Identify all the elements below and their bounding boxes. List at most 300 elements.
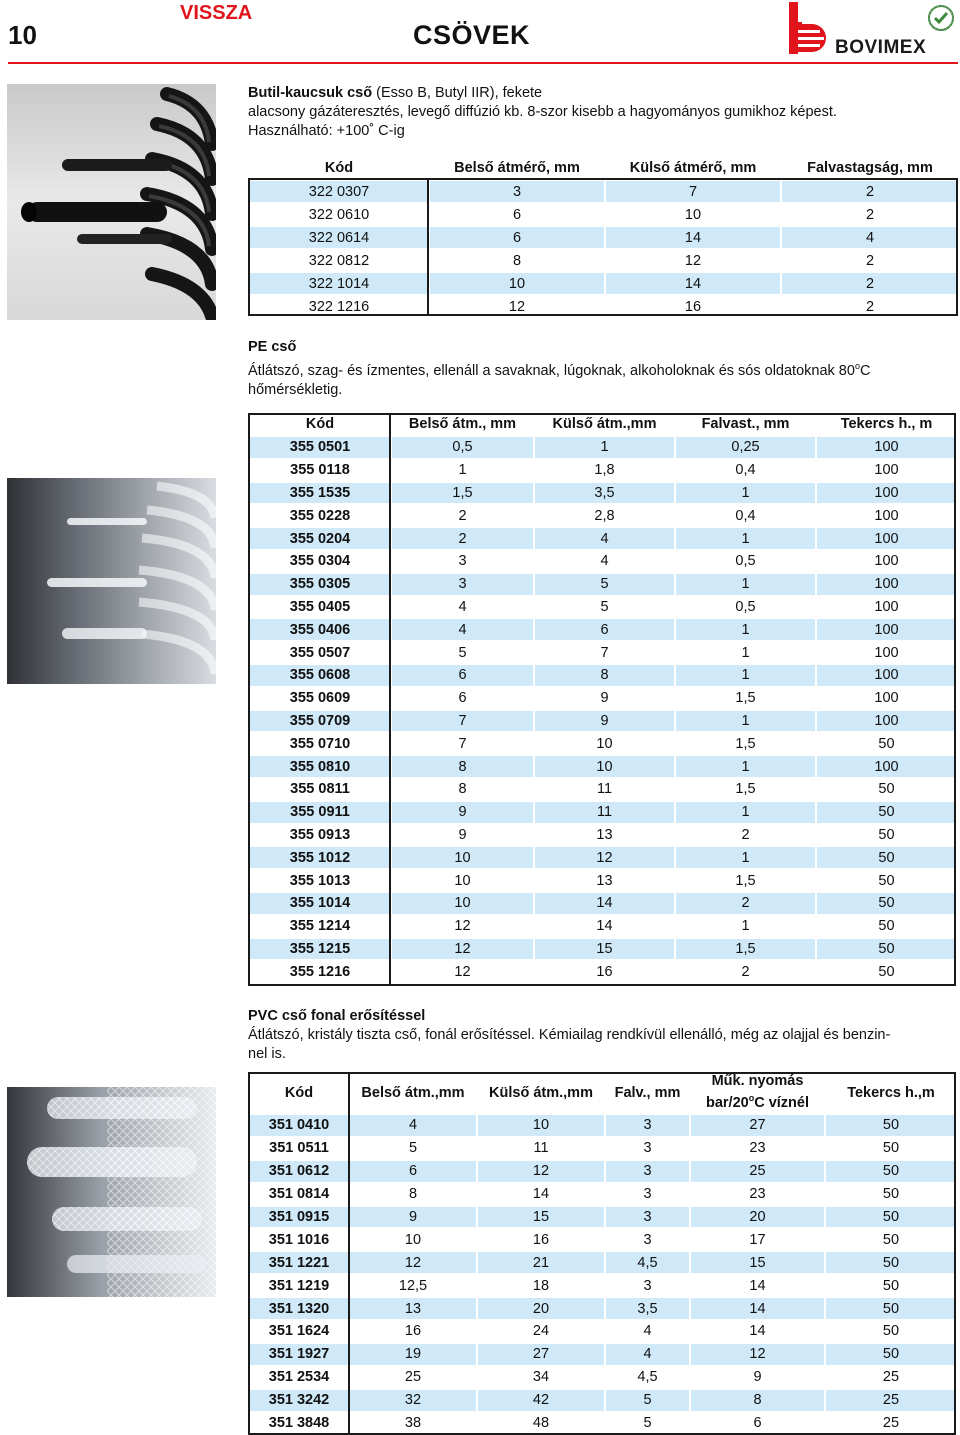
butyl-heading-rest: (Esso B, Butyl IIR), fekete [372, 85, 543, 101]
table-cell: 15 [690, 1251, 825, 1274]
table-row [249, 1183, 957, 1206]
table-row [249, 1343, 957, 1366]
table-cell: 0,25 [675, 436, 816, 459]
table-cell: 1 [675, 573, 816, 596]
product-code-cell: 351 0511 [249, 1137, 349, 1160]
table-cell: 50 [825, 1137, 957, 1160]
table-cell: 5 [605, 1389, 690, 1412]
table-row [249, 1297, 957, 1320]
table-cell: 12 [429, 295, 605, 318]
table-cell: 14 [690, 1274, 825, 1297]
pe-description-end: C [859, 362, 871, 379]
table-cell: 50 [825, 1320, 957, 1343]
table-cell: 3 [605, 1274, 690, 1297]
table-cell: 50 [816, 732, 957, 755]
product-code-cell: 351 0915 [249, 1206, 349, 1229]
table-cell: 100 [816, 710, 957, 733]
table-row [249, 180, 959, 203]
table-cell: 23 [690, 1183, 825, 1206]
table-cell: 100 [816, 527, 957, 550]
table-cell: 19 [349, 1343, 477, 1366]
table-cell: 1 [675, 527, 816, 550]
pvc-description [248, 1007, 960, 1064]
table-cell: 14 [605, 272, 781, 295]
table-row [249, 1137, 957, 1160]
product-code-cell: 351 2534 [249, 1366, 349, 1389]
table-cell: 50 [816, 915, 957, 938]
table-cell: 0,5 [391, 436, 534, 459]
table-row [249, 1228, 957, 1251]
table-cell: 6 [391, 664, 534, 687]
column-header: Kód [249, 1072, 349, 1114]
table-row [249, 664, 957, 687]
table-cell: 16 [534, 960, 675, 983]
table-cell: 50 [825, 1206, 957, 1229]
table-cell: 2 [781, 272, 959, 295]
product-code-cell: 355 1014 [249, 892, 391, 915]
product-code-cell: 351 1221 [249, 1251, 349, 1274]
product-code-cell: 355 0228 [249, 504, 391, 527]
table-cell: 5 [605, 1412, 690, 1435]
back-link[interactable]: VISSZA [180, 2, 253, 24]
table-cell: 48 [477, 1412, 605, 1435]
table-cell: 6 [391, 687, 534, 710]
table-cell: 100 [816, 550, 957, 573]
butyl-heading: Butil-kaucsuk cső [248, 85, 373, 101]
product-code-cell: 355 0204 [249, 527, 391, 550]
table-cell: 1 [675, 641, 816, 664]
pe-tube-photo [7, 478, 216, 684]
table-cell: 4 [391, 596, 534, 619]
table-cell: 25 [825, 1366, 957, 1389]
table-cell: 100 [816, 436, 957, 459]
table-row [249, 915, 957, 938]
table-cell: 27 [690, 1114, 825, 1137]
product-code-cell: 355 1215 [249, 938, 391, 961]
product-code-cell: 355 1216 [249, 960, 391, 983]
table-cell: 50 [816, 824, 957, 847]
table-row [249, 550, 957, 573]
table-cell: 8 [534, 664, 675, 687]
table-cell: 9 [349, 1206, 477, 1229]
product-code-cell: 355 0501 [249, 436, 391, 459]
table-cell: 15 [477, 1206, 605, 1229]
product-code-cell: 351 1320 [249, 1297, 349, 1320]
product-code-cell: 322 0307 [249, 180, 429, 203]
column-header: Külső átm.,mm [534, 413, 675, 436]
table-cell: 14 [477, 1183, 605, 1206]
table-cell: 11 [534, 778, 675, 801]
pvc-spec-table [248, 1072, 958, 1435]
table-row [249, 1320, 957, 1343]
pressure-header-line-1: Műk. nyomás [711, 1073, 804, 1090]
table-cell: 12 [534, 846, 675, 869]
table-cell: 1 [391, 459, 534, 482]
product-code-cell: 351 0410 [249, 1114, 349, 1137]
table-row [249, 618, 957, 641]
table-cell: 10 [429, 272, 605, 295]
pe-degree-sup: o [854, 361, 860, 371]
table-cell: 1 [675, 664, 816, 687]
table-cell: 4 [605, 1320, 690, 1343]
table-row [249, 824, 957, 847]
column-header: Falv., mm [605, 1072, 690, 1114]
column-header [690, 1072, 825, 1114]
table-row [249, 436, 957, 459]
table-cell: 3 [605, 1114, 690, 1137]
pressure-unit: bar/20 [705, 1094, 749, 1111]
table-cell: 34 [477, 1366, 605, 1389]
table-cell: 12 [391, 915, 534, 938]
bovimex-logo [785, 2, 957, 60]
table-cell: 2 [781, 180, 959, 203]
table-cell: 4 [349, 1114, 477, 1137]
table-row [249, 203, 959, 226]
product-code-cell: 322 1014 [249, 272, 429, 295]
product-code-cell: 322 0614 [249, 226, 429, 249]
table-cell: 1,5 [675, 732, 816, 755]
table-cell: 14 [690, 1297, 825, 1320]
table-row [249, 1160, 957, 1183]
table-cell: 3 [605, 1228, 690, 1251]
table-cell: 9 [534, 710, 675, 733]
table-cell: 16 [605, 295, 781, 318]
table-cell: 100 [816, 596, 957, 619]
pvc-tube-photo [7, 1087, 216, 1297]
butyl-tube-photo [7, 84, 216, 320]
table-cell: 42 [477, 1389, 605, 1412]
table-cell: 27 [477, 1343, 605, 1366]
table-row [249, 1389, 957, 1412]
table-cell: 12 [349, 1251, 477, 1274]
table-cell: 5 [391, 641, 534, 664]
table-row [249, 226, 959, 249]
pvc-heading: PVC cső fonal erősítéssel [248, 1008, 426, 1024]
page-header [0, 0, 960, 66]
product-code-cell: 355 1214 [249, 915, 391, 938]
column-header: Belső átm., mm [391, 413, 534, 436]
table-cell: 10 [391, 846, 534, 869]
table-cell: 2 [675, 892, 816, 915]
table-row [249, 641, 957, 664]
table-cell: 6 [429, 203, 605, 226]
table-cell: 12 [391, 938, 534, 961]
table-cell: 100 [816, 687, 957, 710]
table-cell: 6 [429, 226, 605, 249]
table-cell: 1,5 [675, 687, 816, 710]
table-cell: 100 [816, 504, 957, 527]
table-row [249, 755, 957, 778]
product-code-cell: 355 0608 [249, 664, 391, 687]
product-code-cell: 351 1927 [249, 1343, 349, 1366]
table-cell: 3,5 [534, 482, 675, 505]
table-row [249, 272, 959, 295]
column-header: Tekercs h.,m [825, 1072, 957, 1114]
table-cell: 50 [825, 1297, 957, 1320]
table-cell: 50 [825, 1343, 957, 1366]
table-cell: 8 [391, 778, 534, 801]
product-code-cell: 351 1016 [249, 1228, 349, 1251]
table-cell: 12 [605, 249, 781, 272]
table-cell: 50 [825, 1274, 957, 1297]
table-row [249, 1251, 957, 1274]
table-cell: 1 [675, 710, 816, 733]
table-cell: 1 [675, 915, 816, 938]
table-cell: 10 [391, 869, 534, 892]
product-code-cell: 355 1013 [249, 869, 391, 892]
table-cell: 10 [349, 1228, 477, 1251]
table-row [249, 527, 957, 550]
logo-text: BOVIMEX [835, 37, 927, 58]
pe-spec-table [248, 413, 958, 984]
table-cell: 6 [534, 618, 675, 641]
table-cell: 20 [477, 1297, 605, 1320]
table-cell: 3 [605, 1137, 690, 1160]
table-cell: 50 [816, 960, 957, 983]
table-row [249, 482, 957, 505]
column-header: Kód [249, 156, 429, 180]
product-code-cell: 351 0814 [249, 1183, 349, 1206]
table-cell: 5 [534, 573, 675, 596]
table-cell: 12 [391, 960, 534, 983]
table-header-row [249, 156, 959, 180]
table-cell: 10 [477, 1114, 605, 1137]
butyl-spec-table [248, 156, 960, 319]
product-code-cell: 355 1535 [249, 482, 391, 505]
table-cell: 6 [690, 1412, 825, 1435]
column-divider [427, 178, 429, 316]
table-cell: 50 [825, 1251, 957, 1274]
pressure-header-line-2 [690, 1090, 825, 1112]
table-cell: 100 [816, 664, 957, 687]
table-cell: 16 [349, 1320, 477, 1343]
product-code-cell: 355 0304 [249, 550, 391, 573]
table-cell: 3 [391, 550, 534, 573]
table-cell: 1 [675, 482, 816, 505]
table-cell: 18 [477, 1274, 605, 1297]
table-cell: 50 [816, 846, 957, 869]
table-cell: 0,5 [675, 596, 816, 619]
table-row [249, 1412, 957, 1435]
product-code-cell: 351 1219 [249, 1274, 349, 1297]
pressure-degree-sup: o [748, 1093, 755, 1104]
table-cell: 100 [816, 459, 957, 482]
column-header: Tekercs h., m [816, 413, 957, 436]
table-cell: 4 [534, 527, 675, 550]
butyl-line-2: alacsony gázáteresztés, levegő diffúzió kb. 8-szor kisebb a hagyományos gumikhoz képest. [248, 104, 837, 120]
table-cell: 5 [349, 1137, 477, 1160]
table-cell: 1,8 [534, 459, 675, 482]
column-header: Belső átmérő, mm [429, 156, 605, 180]
column-header: Belső átm.,mm [349, 1072, 477, 1114]
table-cell: 15 [534, 938, 675, 961]
product-code-cell: 322 1216 [249, 295, 429, 318]
table-cell: 8 [429, 249, 605, 272]
product-code-cell: 355 0710 [249, 732, 391, 755]
table-cell: 25 [349, 1366, 477, 1389]
table-cell: 1,5 [391, 482, 534, 505]
table-cell: 11 [534, 801, 675, 824]
table-row [249, 801, 957, 824]
table-header-row [249, 1072, 957, 1114]
table-cell: 13 [534, 869, 675, 892]
table-cell: 7 [391, 710, 534, 733]
table-row [249, 573, 957, 596]
table-cell: 12 [477, 1160, 605, 1183]
table-cell: 7 [605, 180, 781, 203]
table-cell: 5 [534, 596, 675, 619]
product-code-cell: 355 0911 [249, 801, 391, 824]
table-cell: 1 [534, 436, 675, 459]
table-cell: 0,5 [675, 550, 816, 573]
column-header: Falvast., mm [675, 413, 816, 436]
table-cell: 8 [690, 1389, 825, 1412]
product-code-cell: 355 0811 [249, 778, 391, 801]
product-code-cell: 355 0305 [249, 573, 391, 596]
product-code-cell: 355 0709 [249, 710, 391, 733]
table-row [249, 504, 957, 527]
column-divider [348, 1072, 350, 1435]
product-code-cell: 355 0810 [249, 755, 391, 778]
table-cell: 100 [816, 482, 957, 505]
butyl-line-3: Használható: +100˚ C-ig [248, 123, 405, 139]
table-cell: 1,5 [675, 778, 816, 801]
product-code-cell: 355 0913 [249, 824, 391, 847]
table-cell: 100 [816, 573, 957, 596]
product-code-cell: 355 1012 [249, 846, 391, 869]
table-cell: 13 [534, 824, 675, 847]
table-cell: 14 [605, 226, 781, 249]
table-cell: 4 [391, 618, 534, 641]
product-code-cell: 351 3242 [249, 1389, 349, 1412]
table-row [249, 869, 957, 892]
product-code-cell: 351 1624 [249, 1320, 349, 1343]
pe-description [248, 338, 960, 400]
table-cell: 3 [605, 1183, 690, 1206]
table-row [249, 295, 959, 318]
table-cell: 14 [534, 915, 675, 938]
table-header-row [249, 413, 957, 436]
column-header: Külső átm.,mm [477, 1072, 605, 1114]
table-cell: 3 [391, 573, 534, 596]
table-cell: 11 [477, 1137, 605, 1160]
table-cell: 100 [816, 641, 957, 664]
table-row [249, 778, 957, 801]
header-divider [8, 62, 958, 64]
table-row [249, 1206, 957, 1229]
table-cell: 50 [816, 778, 957, 801]
product-code-cell: 355 0609 [249, 687, 391, 710]
pvc-description-line-2: nel is. [248, 1046, 286, 1062]
table-row [249, 938, 957, 961]
table-cell: 3 [605, 1160, 690, 1183]
table-cell: 9 [391, 801, 534, 824]
table-cell: 1 [675, 801, 816, 824]
table-cell: 4 [781, 226, 959, 249]
table-cell: 1 [675, 755, 816, 778]
table-cell: 10 [534, 732, 675, 755]
table-cell: 13 [349, 1297, 477, 1320]
table-cell: 2 [781, 203, 959, 226]
product-code-cell: 355 0405 [249, 596, 391, 619]
table-cell: 2 [675, 824, 816, 847]
pe-description-text: Átlátszó, szag- és ízmentes, ellenáll a savaknak, lúgoknak, alkoholoknak és sós oldatoknak 80 [248, 362, 855, 379]
table-cell: 3 [429, 180, 605, 203]
table-row [249, 1114, 957, 1137]
butyl-description [248, 84, 960, 141]
table-cell: 100 [816, 755, 957, 778]
column-header: Falvastagság, mm [781, 156, 959, 180]
table-cell: 4,5 [605, 1251, 690, 1274]
table-row [249, 960, 957, 983]
table-cell: 50 [825, 1183, 957, 1206]
product-code-cell: 355 0507 [249, 641, 391, 664]
table-cell: 25 [825, 1412, 957, 1435]
table-cell: 50 [816, 801, 957, 824]
table-cell: 25 [690, 1160, 825, 1183]
table-cell: 3,5 [605, 1297, 690, 1320]
table-row [249, 687, 957, 710]
table-cell: 24 [477, 1320, 605, 1343]
table-row [249, 892, 957, 915]
table-row [249, 846, 957, 869]
table-cell: 10 [534, 755, 675, 778]
table-cell: 2 [781, 295, 959, 318]
table-row [249, 249, 959, 272]
product-code-cell: 355 0118 [249, 459, 391, 482]
table-cell: 1,5 [675, 869, 816, 892]
table-cell: 12,5 [349, 1274, 477, 1297]
table-cell: 0,4 [675, 459, 816, 482]
table-cell: 10 [391, 892, 534, 915]
table-cell: 4,5 [605, 1366, 690, 1389]
table-cell: 20 [690, 1206, 825, 1229]
table-cell: 2 [391, 504, 534, 527]
column-header: Kód [249, 413, 391, 436]
table-cell: 2 [391, 527, 534, 550]
table-cell: 50 [816, 869, 957, 892]
column-header: Külső átmérő, mm [605, 156, 781, 180]
table-cell: 10 [605, 203, 781, 226]
table-cell: 17 [690, 1228, 825, 1251]
column-divider [389, 413, 391, 986]
table-cell: 16 [477, 1228, 605, 1251]
table-cell: 9 [534, 687, 675, 710]
product-code-cell: 351 0612 [249, 1160, 349, 1183]
table-cell: 8 [391, 755, 534, 778]
table-cell: 9 [690, 1366, 825, 1389]
table-cell: 3 [605, 1206, 690, 1229]
table-cell: 1,5 [675, 938, 816, 961]
table-row [249, 732, 957, 755]
table-cell: 0,4 [675, 504, 816, 527]
table-cell: 38 [349, 1412, 477, 1435]
product-code-cell: 322 0812 [249, 249, 429, 272]
table-cell: 14 [690, 1320, 825, 1343]
table-cell: 8 [349, 1183, 477, 1206]
table-cell: 12 [690, 1343, 825, 1366]
table-cell: 4 [605, 1343, 690, 1366]
table-cell: 6 [349, 1160, 477, 1183]
product-code-cell: 322 0610 [249, 203, 429, 226]
table-cell: 50 [816, 892, 957, 915]
table-row [249, 1366, 957, 1389]
pressure-condition: C víznél [754, 1094, 810, 1111]
table-cell: 1 [675, 618, 816, 641]
pe-heading: PE cső [248, 339, 297, 355]
page-title: CSÖVEK [413, 20, 531, 50]
table-cell: 21 [477, 1251, 605, 1274]
